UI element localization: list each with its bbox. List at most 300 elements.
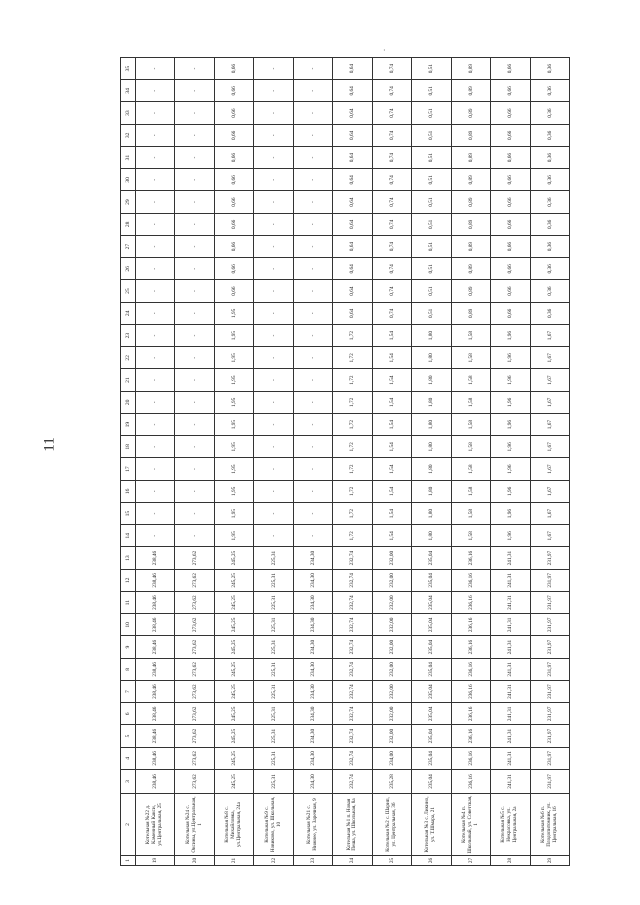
value-cell: 0,74 — [372, 102, 411, 124]
row-number: 24 — [333, 856, 372, 866]
tariff-value: 234,30 — [293, 770, 332, 794]
value-cell: 1,58 — [451, 458, 490, 480]
value-cell: 0,64 — [333, 58, 372, 80]
value-cell: - — [136, 369, 175, 391]
row-number: 23 — [293, 856, 332, 866]
value-cell: - — [175, 414, 214, 436]
header-cell: 26 — [121, 258, 136, 280]
value-cell: 236,16 — [451, 725, 490, 747]
value-cell: 225,31 — [254, 703, 293, 725]
value-cell: 232,00 — [372, 614, 411, 636]
row-number: 25 — [372, 856, 411, 866]
value-cell: 241,31 — [491, 747, 530, 769]
value-cell: 0,66 — [491, 169, 530, 191]
value-cell: - — [175, 458, 214, 480]
value-cell: 236,16 — [451, 569, 490, 591]
table-row — [372, 58, 411, 866]
value-cell: 234,30 — [293, 592, 332, 614]
value-cell: 0,66 — [214, 236, 253, 258]
value-cell: 232,74 — [333, 636, 372, 658]
value-cell: 273,62 — [175, 569, 214, 591]
value-cell: 0,64 — [333, 258, 372, 280]
value-cell: - — [293, 280, 332, 302]
value-cell: - — [136, 236, 175, 258]
value-cell: - — [293, 191, 332, 213]
value-cell: 234,30 — [293, 547, 332, 569]
value-cell: 232,74 — [333, 592, 372, 614]
value-cell: 0,66 — [491, 80, 530, 102]
value-cell: - — [136, 147, 175, 169]
value-cell: 0,89 — [451, 213, 490, 235]
value-cell: 0,64 — [333, 191, 372, 213]
value-cell: 273,62 — [175, 681, 214, 703]
value-cell: 235,04 — [412, 592, 451, 614]
value-cell: - — [136, 258, 175, 280]
value-cell: 273,62 — [175, 592, 214, 614]
value-cell: 1,72 — [333, 480, 372, 502]
value-cell: 1,67 — [530, 480, 569, 502]
boiler-name: Котельная №9 с. Новиково, ул. Школьная, 10 — [254, 794, 293, 856]
header-cell: 25 — [121, 280, 136, 302]
value-cell: 0,36 — [530, 280, 569, 302]
value-cell: 234,30 — [293, 614, 332, 636]
tariff-value: 241,31 — [491, 770, 530, 794]
value-cell: 1,80 — [412, 480, 451, 502]
value-cell: 232,74 — [333, 747, 372, 769]
value-cell: 1,80 — [412, 458, 451, 480]
value-cell: 0,74 — [372, 258, 411, 280]
value-cell: - — [254, 458, 293, 480]
value-cell: 234,30 — [293, 636, 332, 658]
value-cell: 0,36 — [530, 102, 569, 124]
value-cell: - — [254, 391, 293, 413]
value-cell: 245,25 — [214, 747, 253, 769]
value-cell: 245,25 — [214, 592, 253, 614]
value-cell: 238,46 — [136, 569, 175, 591]
value-cell: 0,66 — [491, 280, 530, 302]
value-cell: 231,97 — [530, 614, 569, 636]
value-cell: 0,64 — [333, 124, 372, 146]
header-cell: 10 — [121, 614, 136, 636]
tariff-value: 273,62 — [175, 770, 214, 794]
value-cell: 0,51 — [412, 213, 451, 235]
value-cell: 245,25 — [214, 703, 253, 725]
table-row — [491, 58, 530, 866]
value-cell: 232,00 — [372, 703, 411, 725]
row-number: 26 — [412, 856, 451, 866]
value-cell: - — [136, 414, 175, 436]
value-cell: 1,67 — [530, 525, 569, 547]
value-cell: 1,72 — [333, 436, 372, 458]
value-cell: 1,72 — [333, 414, 372, 436]
value-cell: 236,16 — [451, 747, 490, 769]
table-row — [333, 58, 372, 866]
value-cell: 241,31 — [491, 636, 530, 658]
boiler-name: Котельная №6 п. Плодопитомник, ул. Центральная, 16 — [530, 794, 569, 856]
value-cell: 273,62 — [175, 547, 214, 569]
value-cell: 225,31 — [254, 614, 293, 636]
value-cell: - — [175, 480, 214, 502]
value-cell: 1,72 — [333, 503, 372, 525]
tariff-value: 232,74 — [333, 770, 372, 794]
value-cell: 273,62 — [175, 658, 214, 680]
value-cell: 0,74 — [372, 280, 411, 302]
value-cell: 236,16 — [451, 547, 490, 569]
value-cell: 1,58 — [451, 414, 490, 436]
value-cell: - — [254, 191, 293, 213]
value-cell: - — [254, 503, 293, 525]
value-cell: 0,66 — [214, 124, 253, 146]
value-cell: 232,00 — [372, 592, 411, 614]
value-cell: 1,54 — [372, 369, 411, 391]
value-cell: 235,04 — [412, 681, 451, 703]
value-cell: 0,74 — [372, 302, 411, 324]
value-cell: 0,89 — [451, 58, 490, 80]
header-row — [121, 58, 136, 866]
header-cell: 33 — [121, 102, 136, 124]
header-cell: 19 — [121, 414, 136, 436]
value-cell: - — [293, 258, 332, 280]
value-cell: 235,04 — [412, 636, 451, 658]
value-cell: 238,46 — [136, 725, 175, 747]
header-cell: 2 — [121, 794, 136, 856]
value-cell: 0,64 — [333, 169, 372, 191]
header-cell: 20 — [121, 391, 136, 413]
value-cell: 0,66 — [491, 102, 530, 124]
value-cell: - — [293, 302, 332, 324]
value-cell: 231,97 — [530, 547, 569, 569]
value-cell: 0,89 — [451, 236, 490, 258]
value-cell: 0,64 — [333, 302, 372, 324]
value-cell: 0,89 — [451, 169, 490, 191]
value-cell: 0,51 — [412, 147, 451, 169]
value-cell: 231,97 — [530, 592, 569, 614]
value-cell: 1,54 — [372, 391, 411, 413]
tariff-value: 231,97 — [530, 770, 569, 794]
header-cell: 6 — [121, 703, 136, 725]
value-cell: - — [175, 525, 214, 547]
value-cell: 0,36 — [530, 169, 569, 191]
value-cell: - — [136, 102, 175, 124]
value-cell: 1,96 — [491, 525, 530, 547]
header-cell: 24 — [121, 302, 136, 324]
value-cell: 1,72 — [333, 347, 372, 369]
value-cell: 235,04 — [412, 614, 451, 636]
value-cell: 1,96 — [491, 391, 530, 413]
value-cell: 231,97 — [530, 747, 569, 769]
tariff-table — [120, 57, 570, 866]
value-cell: 236,16 — [451, 681, 490, 703]
value-cell: 0,64 — [333, 213, 372, 235]
value-cell: 232,74 — [333, 725, 372, 747]
value-cell: 0,66 — [214, 169, 253, 191]
value-cell: - — [175, 102, 214, 124]
value-cell: - — [136, 436, 175, 458]
boiler-name: Котельная №24 с. Оксины, ул.Центральная, 1 — [175, 794, 214, 856]
value-cell: 1,95 — [214, 414, 253, 436]
value-cell: 232,74 — [333, 703, 372, 725]
header-cell: 18 — [121, 436, 136, 458]
value-cell: 0,36 — [530, 258, 569, 280]
value-cell: - — [293, 124, 332, 146]
value-cell: 1,95 — [214, 436, 253, 458]
value-cell: - — [136, 525, 175, 547]
row-number: 21 — [214, 856, 253, 866]
value-cell: 1,67 — [530, 436, 569, 458]
header-cell: 8 — [121, 658, 136, 680]
value-cell: - — [175, 58, 214, 80]
value-cell: 0,51 — [412, 236, 451, 258]
value-cell: 1,54 — [372, 525, 411, 547]
value-cell: 225,31 — [254, 569, 293, 591]
table-row — [175, 58, 214, 866]
value-cell: - — [136, 124, 175, 146]
value-cell: 1,72 — [333, 369, 372, 391]
value-cell: - — [293, 414, 332, 436]
value-cell: 1,96 — [491, 503, 530, 525]
value-cell: 0,66 — [214, 280, 253, 302]
value-cell: - — [136, 503, 175, 525]
value-cell: 0,89 — [451, 147, 490, 169]
value-cell: - — [175, 347, 214, 369]
value-cell: 1,58 — [451, 480, 490, 502]
value-cell: 0,66 — [214, 258, 253, 280]
value-cell: - — [293, 169, 332, 191]
value-cell: 231,97 — [530, 681, 569, 703]
value-cell: 225,31 — [254, 658, 293, 680]
value-cell: 241,31 — [491, 614, 530, 636]
value-cell: 1,54 — [372, 458, 411, 480]
value-cell: 1,80 — [412, 347, 451, 369]
boiler-name: Котельная №2 с. Шарип, ул. Центральная, 36 — [372, 794, 411, 856]
value-cell: 1,67 — [530, 503, 569, 525]
value-cell: 1,95 — [214, 302, 253, 324]
value-cell: 0,36 — [530, 236, 569, 258]
header-cell: 4 — [121, 747, 136, 769]
value-cell: - — [136, 58, 175, 80]
value-cell: 0,51 — [412, 169, 451, 191]
value-cell: - — [293, 480, 332, 502]
value-cell: 1,80 — [412, 414, 451, 436]
value-cell: 0,66 — [214, 58, 253, 80]
value-cell: 245,25 — [214, 547, 253, 569]
value-cell: 0,89 — [451, 80, 490, 102]
value-cell: 1,80 — [412, 325, 451, 347]
value-cell: 0,66 — [491, 147, 530, 169]
value-cell: 234,00 — [372, 747, 411, 769]
header-cell: 30 — [121, 169, 136, 191]
value-cell: - — [293, 525, 332, 547]
value-cell: - — [175, 325, 214, 347]
value-cell: - — [136, 325, 175, 347]
value-cell: 0,51 — [412, 124, 451, 146]
value-cell: 0,74 — [372, 147, 411, 169]
value-cell: 1,80 — [412, 436, 451, 458]
value-cell: 238,46 — [136, 658, 175, 680]
value-cell: 0,66 — [491, 302, 530, 324]
value-cell: 232,00 — [372, 569, 411, 591]
value-cell: 232,00 — [372, 547, 411, 569]
value-cell: - — [293, 347, 332, 369]
tariff-value: 225,31 — [254, 770, 293, 794]
value-cell: 1,67 — [530, 347, 569, 369]
value-cell: 232,74 — [333, 614, 372, 636]
value-cell: 1,96 — [491, 347, 530, 369]
value-cell: 1,54 — [372, 436, 411, 458]
value-cell: 0,89 — [451, 280, 490, 302]
value-cell: - — [175, 369, 214, 391]
value-cell: 1,67 — [530, 391, 569, 413]
value-cell: - — [136, 169, 175, 191]
value-cell: 241,31 — [491, 681, 530, 703]
table-row — [293, 58, 332, 866]
value-cell: - — [254, 169, 293, 191]
header-cell: 22 — [121, 347, 136, 369]
value-cell: 1,72 — [333, 391, 372, 413]
value-cell: 232,00 — [372, 636, 411, 658]
value-cell: - — [175, 124, 214, 146]
tariff-value: 238,46 — [136, 770, 175, 794]
value-cell: - — [136, 280, 175, 302]
value-cell: 238,46 — [136, 547, 175, 569]
boiler-name: Котельная №3 с. Ликино, ул. Т.Шмара, 21 — [412, 794, 451, 856]
tariff-value: 235,04 — [412, 770, 451, 794]
value-cell: 0,66 — [214, 191, 253, 213]
value-cell: - — [175, 236, 214, 258]
value-cell: 0,89 — [451, 102, 490, 124]
value-cell: - — [175, 280, 214, 302]
value-cell: - — [254, 280, 293, 302]
header-cell: 35 — [121, 58, 136, 80]
value-cell: 241,31 — [491, 569, 530, 591]
header-cell: 29 — [121, 191, 136, 213]
value-cell: 1,95 — [214, 480, 253, 502]
table-container — [120, 58, 568, 866]
value-cell: 1,80 — [412, 525, 451, 547]
header-cell: 13 — [121, 547, 136, 569]
table-row — [136, 58, 175, 866]
tariff-value: 235,28 — [372, 770, 411, 794]
value-cell: 232,74 — [333, 569, 372, 591]
value-cell: 0,36 — [530, 58, 569, 80]
header-cell: 11 — [121, 592, 136, 614]
value-cell: 241,31 — [491, 703, 530, 725]
value-cell: 234,30 — [293, 681, 332, 703]
value-cell: 0,36 — [530, 124, 569, 146]
value-cell: 235,04 — [412, 703, 451, 725]
value-cell: 0,66 — [214, 213, 253, 235]
value-cell: 0,66 — [214, 80, 253, 102]
value-cell: - — [254, 302, 293, 324]
value-cell: 234,30 — [293, 703, 332, 725]
value-cell: - — [136, 458, 175, 480]
value-cell: 1,95 — [214, 369, 253, 391]
value-cell: - — [175, 436, 214, 458]
row-number: 22 — [254, 856, 293, 866]
header-cell: 16 — [121, 480, 136, 502]
value-cell: 1,54 — [372, 503, 411, 525]
value-cell: - — [254, 436, 293, 458]
value-cell: 241,31 — [491, 725, 530, 747]
value-cell: 238,46 — [136, 703, 175, 725]
value-cell: 245,25 — [214, 725, 253, 747]
value-cell: 1,96 — [491, 414, 530, 436]
value-cell: 1,58 — [451, 369, 490, 391]
value-cell: 232,00 — [372, 681, 411, 703]
header-cell: 17 — [121, 458, 136, 480]
value-cell: 225,31 — [254, 681, 293, 703]
value-cell: 225,31 — [254, 725, 293, 747]
value-cell: - — [293, 102, 332, 124]
value-cell: - — [254, 124, 293, 146]
value-cell: 0,36 — [530, 213, 569, 235]
value-cell: 1,95 — [214, 503, 253, 525]
value-cell: - — [293, 325, 332, 347]
value-cell: - — [136, 191, 175, 213]
value-cell: 231,97 — [530, 703, 569, 725]
header-cell: 5 — [121, 725, 136, 747]
value-cell: 0,36 — [530, 80, 569, 102]
value-cell: 1,58 — [451, 325, 490, 347]
value-cell: 0,66 — [491, 258, 530, 280]
value-cell: 231,97 — [530, 569, 569, 591]
value-cell: 0,66 — [491, 124, 530, 146]
value-cell: 225,31 — [254, 747, 293, 769]
value-cell: 1,96 — [491, 369, 530, 391]
value-cell: 0,66 — [491, 58, 530, 80]
value-cell: 1,72 — [333, 458, 372, 480]
value-cell: - — [136, 80, 175, 102]
value-cell: 1,80 — [412, 503, 451, 525]
value-cell: 0,89 — [451, 258, 490, 280]
value-cell: 0,74 — [372, 213, 411, 235]
header-cell: 12 — [121, 569, 136, 591]
header-cell: 9 — [121, 636, 136, 658]
table-row — [254, 58, 293, 866]
value-cell: 235,04 — [412, 547, 451, 569]
value-cell: 232,00 — [372, 658, 411, 680]
value-cell: 231,97 — [530, 658, 569, 680]
row-number: 19 — [136, 856, 175, 866]
value-cell: 235,04 — [412, 658, 451, 680]
value-cell: - — [136, 213, 175, 235]
value-cell: 0,74 — [372, 169, 411, 191]
value-cell: 0,36 — [530, 191, 569, 213]
value-cell: 241,31 — [491, 592, 530, 614]
value-cell: 0,64 — [333, 80, 372, 102]
value-cell: 235,04 — [412, 569, 451, 591]
header-cell: 1 — [121, 856, 136, 866]
value-cell: 1,96 — [491, 458, 530, 480]
value-cell: 1,58 — [451, 503, 490, 525]
value-cell: 234,30 — [293, 747, 332, 769]
value-cell: 241,31 — [491, 658, 530, 680]
value-cell: - — [293, 458, 332, 480]
value-cell: 232,00 — [372, 725, 411, 747]
boiler-name: Котельная №22 д. Каменный Какси, ул.Центральная, 25 — [136, 794, 175, 856]
value-cell: 238,46 — [136, 747, 175, 769]
header-cell: 7 — [121, 681, 136, 703]
header-cell: 27 — [121, 236, 136, 258]
value-cell: 0,51 — [412, 280, 451, 302]
scan-dot: · — [383, 46, 386, 55]
value-cell: - — [254, 480, 293, 502]
value-cell: - — [293, 213, 332, 235]
value-cell: 1,58 — [451, 525, 490, 547]
value-cell: 1,95 — [214, 391, 253, 413]
header-cell: 3 — [121, 770, 136, 794]
value-cell: 225,31 — [254, 547, 293, 569]
